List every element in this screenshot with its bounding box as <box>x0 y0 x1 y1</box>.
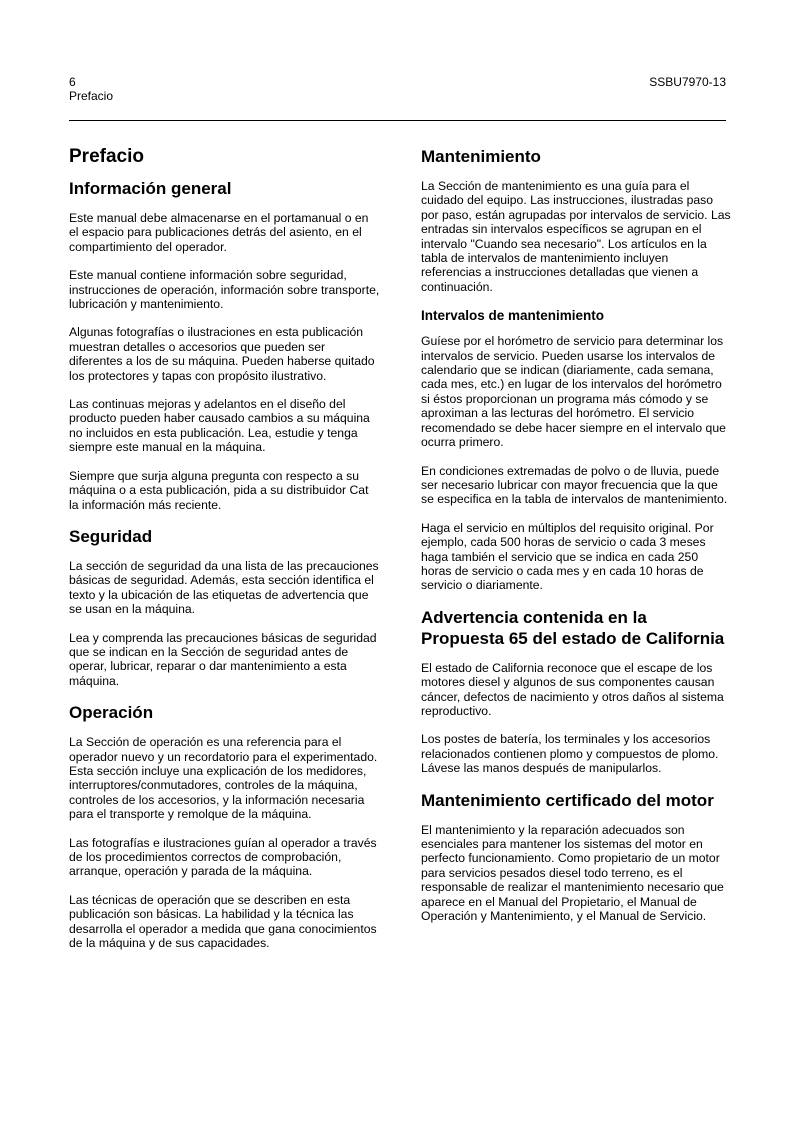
paragraph: Las continuas mejoras y adelantos en el diseño del producto pueden haber causado cambios a su máquina no incluidos en esta publicación. Lea, estudie y tenga siempre este manual en la máquina. <box>69 397 370 455</box>
paragraph: La Sección de operación es una referencia para el operador nuevo y un recordatorio para el experimentado. Esta sección incluye una explicación de los medidores, interruptores/conmutadores, controles de la máquina, controles de los accesorios, y la información necesaria para el transporte y remolque de la máquina. <box>69 735 378 822</box>
left-column <box>69 146 381 964</box>
paragraph: Algunas fotografías o ilustraciones en esta publicación muestran detalles o accesorios que pueden ser diferentes a los de su máquina. Pueden haberse quitado los protectores y tapas con propósito ilustrativo. <box>69 325 375 383</box>
heading-general-info: Información general <box>69 179 232 198</box>
header-divider <box>69 120 726 121</box>
paragraph: Las fotografías e ilustraciones guían al operador a través de los procedimientos correctos de comprobación, arranque, operación y parada de la máquina. <box>69 835 377 879</box>
paragraph: Haga el servicio en múltiplos del requisito original. Por ejemplo, cada 500 horas de servicio o cada 3 meses haga también el servicio que se indica en cada 250 horas de servicio o cada mes y en cada 10 horas de servicio o diariamente. <box>421 520 714 593</box>
heading-prop65-warning: Advertencia contenida en la Propuesta 65 del estado de California <box>421 607 725 648</box>
paragraph: Siempre que surja alguna pregunta con respecto a su máquina o a esta publicación, pida a su distribuidor Cat la información más reciente. <box>69 468 369 512</box>
paragraph: La Sección de mantenimiento es una guía para el cuidado del equipo. Las instrucciones, ilustradas paso por paso, están agrupadas por intervalos de servicio. Las entradas sin intervalos específicos se agrupan en el intervalo "Cuando sea necesario". Los artículos en la tabla de intervalos de mantenimiento incluyen referencias a instrucciones detalladas que vienen a continuación. <box>421 179 731 294</box>
page-title: Prefacio <box>69 146 144 167</box>
paragraph: Las técnicas de operación que se describen en esta publicación son básicas. La habilidad y la técnica las desarrolla el operador a medida que gana conocimientos de la máquina y de sus capacidades. <box>69 892 377 951</box>
paragraph: Los postes de batería, los terminales y los accesorios relacionados contienen plomo y compuestos de plomo. Lávese las manos después de manipularlos. <box>421 732 719 776</box>
paragraph: Este manual debe almacenarse en el portamanual o en el espacio para publicaciones detrás del asiento, en el compartimiento del operador. <box>69 211 369 254</box>
heading-certified-engine-maintenance: Mantenimiento certificado del motor <box>421 790 714 810</box>
page-number: 6 <box>69 75 76 89</box>
running-section-title: Prefacio <box>69 89 114 103</box>
paragraph: En condiciones extremadas de polvo o de lluvia, puede ser necesario lubricar con mayor frecuencia que la que se especifica en la tabla de intervalos de mantenimiento. <box>421 463 728 507</box>
paragraph: Este manual contiene información sobre seguridad, instrucciones de operación, información sobre transporte, lubricación y mantenimiento. <box>69 268 380 312</box>
paragraph: La sección de seguridad da una lista de las precauciones básicas de seguridad. Además, esta sección identifica el texto y la ubicación de las etiquetas de advertencia que se usan en la máquina. <box>69 558 379 617</box>
paragraph: Lea y comprenda las precauciones básicas de seguridad que se indican en la Sección de seguridad antes de operar, lubricar, reparar o dar mantenimiento a esta máquina. <box>69 630 377 688</box>
document-id: SSBU7970-13 <box>649 75 726 89</box>
heading-maintenance: Mantenimiento <box>421 147 541 166</box>
paragraph: El mantenimiento y la reparación adecuados son esenciales para mantener los sistemas del motor en perfecto funcionamiento. Como propietario de un motor para servicios pesados diesel todo terreno, es el responsable de realizar el mantenimiento necesario que aparece en el Manual del Propietario, el Manual de Operación y Mantenimiento, y el Manual de Servicio. <box>421 822 724 924</box>
right-column <box>421 146 731 937</box>
paragraph: Guíese por el horómetro de servicio para determinar los intervalos de servicio. Pueden usarse los intervalos de calendario que se indican (diariamente, cada semana, cada mes, etc.) en lugar de los intervalos del horómetro si éstos proporcionan un programa más cómodo y se aproximan a las lecturas del horómetro. El servicio recomendado se debe hacer siempre en el intervalo que ocurra primero. <box>421 334 726 450</box>
heading-safety: Seguridad <box>69 526 153 546</box>
heading-maintenance-intervals: Intervalos de mantenimiento <box>421 308 605 324</box>
paragraph: El estado de California reconoce que el escape de los motores diesel y algunos de sus componentes causan cáncer, defectos de nacimiento y otros daños al sistema reproductivo. <box>421 660 724 718</box>
heading-operation: Operación <box>69 703 154 723</box>
